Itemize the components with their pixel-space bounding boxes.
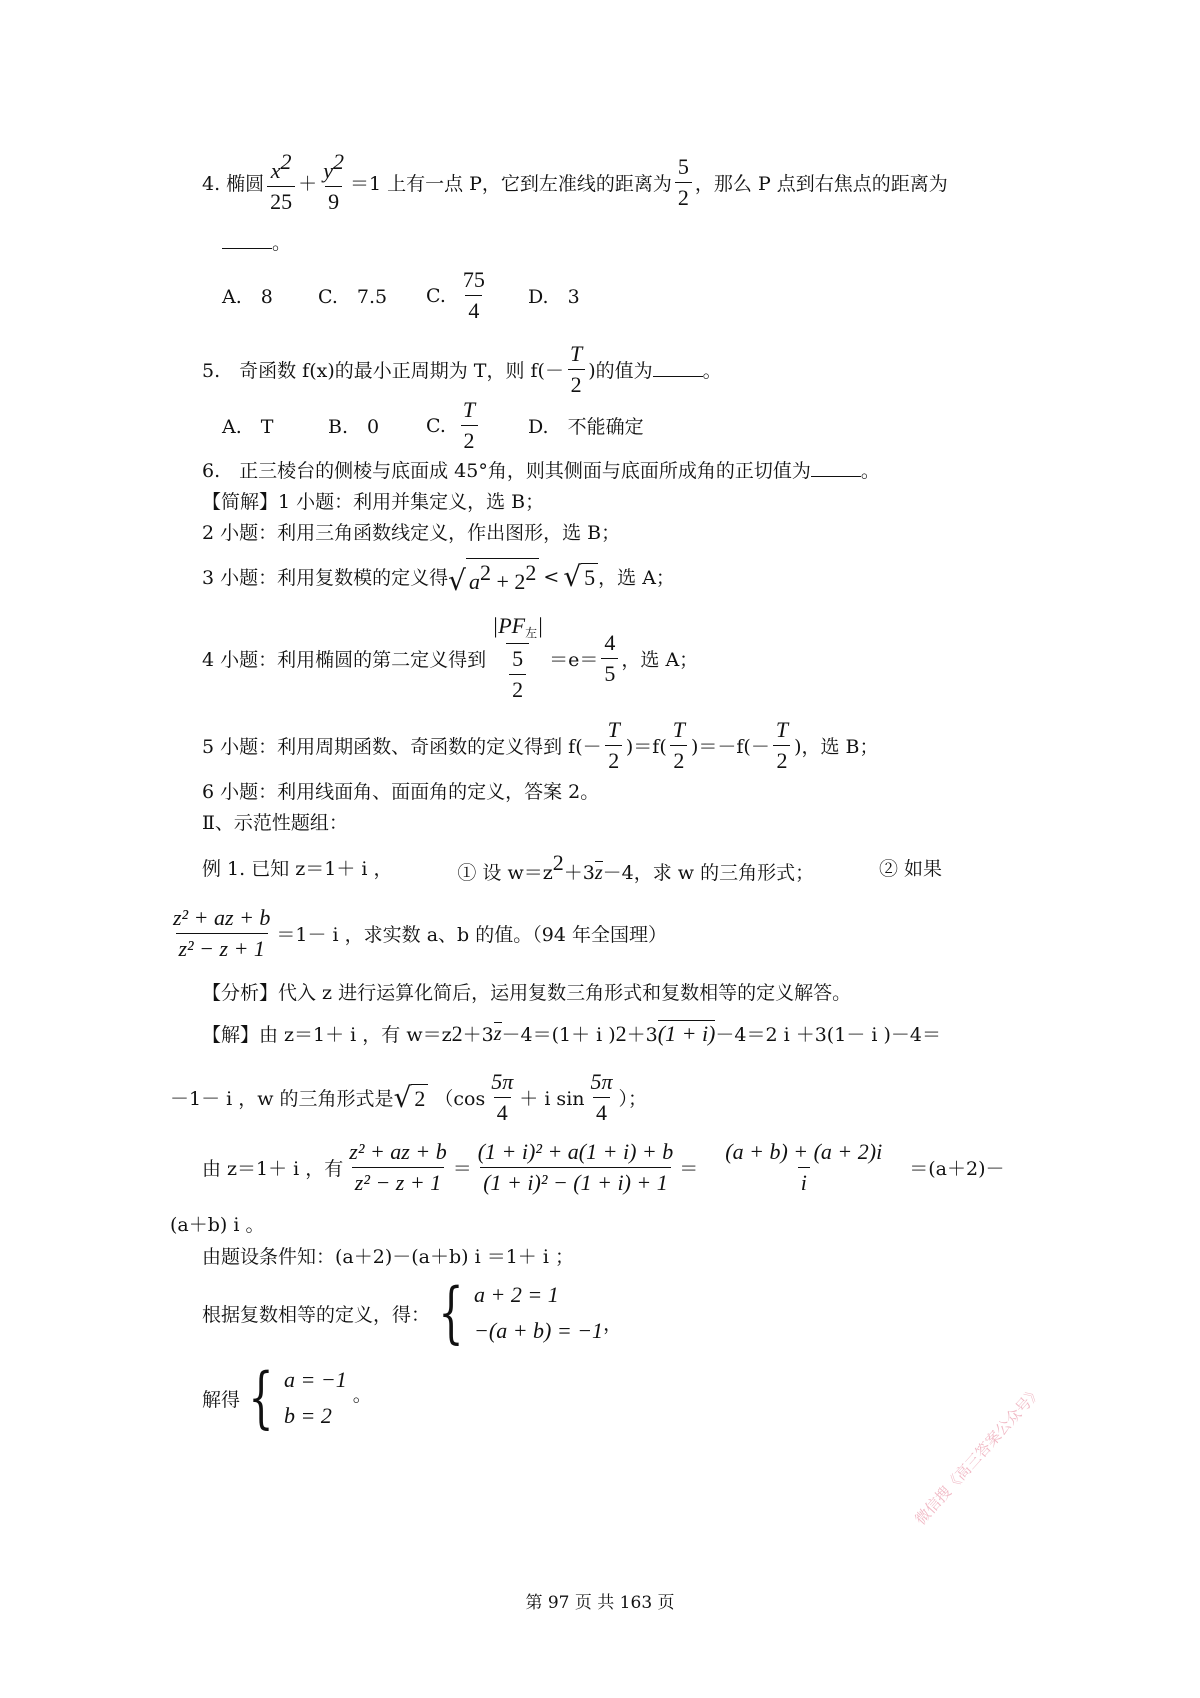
q6-text: 6. 正三棱台的侧棱与底面成 45°角，则其侧面与底面所成角的正切值为 [202, 460, 811, 482]
fraction-t-2-b: $\frac{T}{2}$ [670, 718, 688, 773]
equation-system-1: { a + 2 = 1 −(a + b) = −1 [438, 1274, 604, 1351]
q4-option-c1: C. 7.5 [318, 286, 388, 309]
example-1-line-1 [202, 850, 942, 885]
fraction-simplified: $\frac{(a + b) + (a + 2)i}{i}$ [725, 1139, 883, 1196]
solution-line-4 [170, 1210, 264, 1237]
q4-fraction-x2-25: $\frac{x^2}{25}$ [267, 150, 295, 214]
brief-solution-3-prefix: 3 小题：利用复数模的定义得 [202, 567, 449, 589]
fraction-t-2-a: $\frac{T}{2}$ [605, 718, 623, 773]
analysis-text: 【分析】代入 z 进行运算化简后，运用复数三角形式和复数相等的定义解答。 [202, 982, 852, 1004]
fraction-4-5: $\frac{4}{5}$ [601, 631, 618, 686]
q5-fraction-t-2: $\frac{T}{2}$ [567, 342, 585, 397]
analysis [202, 978, 851, 1005]
example-1-given: 例 1. 已知 z＝1＋ i ， [202, 858, 393, 880]
brief-solution-1-text: 【简解】1 小题：利用并集定义，选 B； [202, 491, 545, 513]
q5-option-c: C. $\frac{T}{2}$ [426, 398, 528, 453]
fraction-5pi-4-a: $\frac{5\pi}{4}$ [491, 1069, 514, 1126]
sqrt-5: √ 5 [563, 563, 598, 591]
less-than-sign: < [543, 565, 560, 588]
equation-system-2: { a = −1 b = 2 [248, 1359, 347, 1436]
brief-solution-3-suffix: ，选 A； [598, 567, 675, 589]
q4-fraction-y2-9: $\frac{y^2}{9}$ [323, 149, 344, 215]
brief-solution-1 [202, 487, 544, 514]
solution-line-4-text: (a＋b) i 。 [170, 1214, 265, 1236]
question-6 [202, 456, 880, 483]
brief-solution-3 [202, 558, 675, 595]
brief-solution-2 [202, 518, 620, 545]
fraction-5pi-4-b: $\frac{5\pi}{4}$ [590, 1069, 613, 1126]
brief-solution-5-mid1: )＝f( [625, 736, 667, 759]
brief-solution-5-mid2: )＝－f(－ [690, 736, 770, 759]
q4-suffix: ，那么 P 点到右焦点的距离为 [694, 172, 948, 195]
q4-option-c2: C. $\frac{75}{4}$ [426, 267, 485, 324]
q4-option-a: A. 8 [222, 286, 273, 309]
q4-fraction-5-2: $\frac{5}{2}$ [675, 155, 692, 210]
q6-blank [811, 462, 861, 477]
definition-line: 根据复数相等的定义，得： { a + 2 = 1 −(a + b) = −1 ， [202, 1274, 623, 1351]
brief-solution-6 [202, 777, 599, 804]
solution-line-3: 由 z＝1＋ i ，有 $\frac{\text{z² + az + b}}{\text{z² − z + 1}}$ ＝ $\frac{\text{(1 + i)² + a(1 + i) + b}}{\text{(1 + i)² − (1 + i) + 1}}$ ＝ $\frac{(a + b) + (a + 2)i}{i}$ ＝(a＋2)－ [202, 1139, 1005, 1196]
brief-solution-4-middle: ＝e＝ [549, 648, 599, 671]
brief-solution-4 [202, 614, 698, 703]
q5-prefix: 5. 奇函数 f(x)的最小正周期为 T，则 f(－ [202, 360, 564, 383]
brief-solution-5-suffix: )，选 B； [794, 736, 879, 759]
q4-options [222, 268, 580, 323]
q5-option-b: B. 0 [328, 416, 380, 439]
q4-plus: ＋ [298, 172, 318, 195]
fraction-substituted: $\frac{\text{(1 + i)² + a(1 + i) + b}}{\text{(1 + i)² − (1 + i) + 1}}$ [477, 1139, 674, 1196]
q4-answer-line [222, 228, 291, 255]
sqrt-a2-plus-22: √ $a^2 + 2^2$ [448, 558, 539, 595]
section-heading-text: Ⅱ、示范性题组： [202, 812, 348, 834]
question-4 [202, 150, 948, 214]
example-1-part-2-label: ② 如果 [878, 858, 942, 880]
section-heading [202, 808, 348, 835]
fraction-z-expression: $\frac{\text{z² + az + b}}{\text{z² − z + 1}}$ [349, 1139, 447, 1196]
example-1-line-2 [170, 906, 667, 961]
q4-prefix: 4. 椭圆 [202, 172, 265, 195]
q4-end: 。 [272, 232, 292, 254]
brief-solution-5-prefix: 5 小题：利用周期函数、奇函数的定义得到 f(－ [202, 736, 602, 759]
solution-line-2: －1－ i ，w 的三角形式是 √ 2 （cos $\frac{5\pi}{4}$ ＋ i sin $\frac{5\pi}{4}$ ）； [170, 1069, 648, 1126]
q4-middle-text: ＝1 上有一点 P，它到左准线的距离为 [349, 172, 672, 195]
brief-solution-5 [202, 718, 879, 773]
brief-solution-6-text: 6 小题：利用线面角、面面角的定义，答案 2。 [202, 781, 600, 803]
brief-solution-4-prefix: 4 小题：利用椭圆的第二定义得到 [202, 648, 487, 671]
brief-solution-4-suffix: ，选 A； [621, 648, 699, 671]
example-1-line-2-suffix: ＝1－ i ，求实数 a、b 的值。（94 年全国理） [276, 924, 667, 947]
q5-options [222, 398, 644, 453]
example-1-part-1: ① 设 $w=z^2+3z-4$，求 w 的三角形式； [457, 850, 815, 884]
q5-option-d: D. 不能确定 [528, 416, 644, 439]
question-5 [202, 342, 722, 397]
q5-suffix: )的值为 [588, 360, 653, 383]
q4-option-d: D. 3 [528, 286, 580, 309]
q6-end: 。 [860, 460, 880, 482]
q5-end: 。 [702, 360, 722, 383]
condition-line [202, 1242, 574, 1269]
solution-line-1: 【解】由 z＝1＋ i ，有 w＝z 2 ＋3 z －4＝(1＋ i ) 2 ＋3 (1 + i) －4＝2 i ＋3(1－ i )－4＝ [202, 1020, 941, 1046]
q5-blank [653, 362, 703, 377]
q4-blank [222, 234, 272, 249]
page-footer: 第 97 页 共 163 页 [525, 1593, 675, 1613]
brief-solution-2-text: 2 小题：利用三角函数线定义，作出图形，选 B； [202, 522, 621, 544]
pf-over-5-2-fraction: $\frac{|PF_左|}{\frac{5}{2}}$ [492, 613, 544, 703]
fraction-t-2-c: $\frac{T}{2}$ [773, 718, 791, 773]
condition-text: 由题设条件知：(a＋2)－(a＋b) i ＝1＋ i ； [202, 1246, 574, 1268]
q5-option-a: A. T [222, 416, 274, 439]
watermark: 微信搜《高三答案公众号》 [911, 1382, 1046, 1529]
example-1-fraction: $\frac{\text{z² + az + b}}{\text{z² − z + 1}}$ [173, 905, 271, 962]
sqrt-2: √ 2 [394, 1084, 429, 1112]
solution-result-line: 解得 { a = −1 b = 2 。 [202, 1359, 372, 1436]
